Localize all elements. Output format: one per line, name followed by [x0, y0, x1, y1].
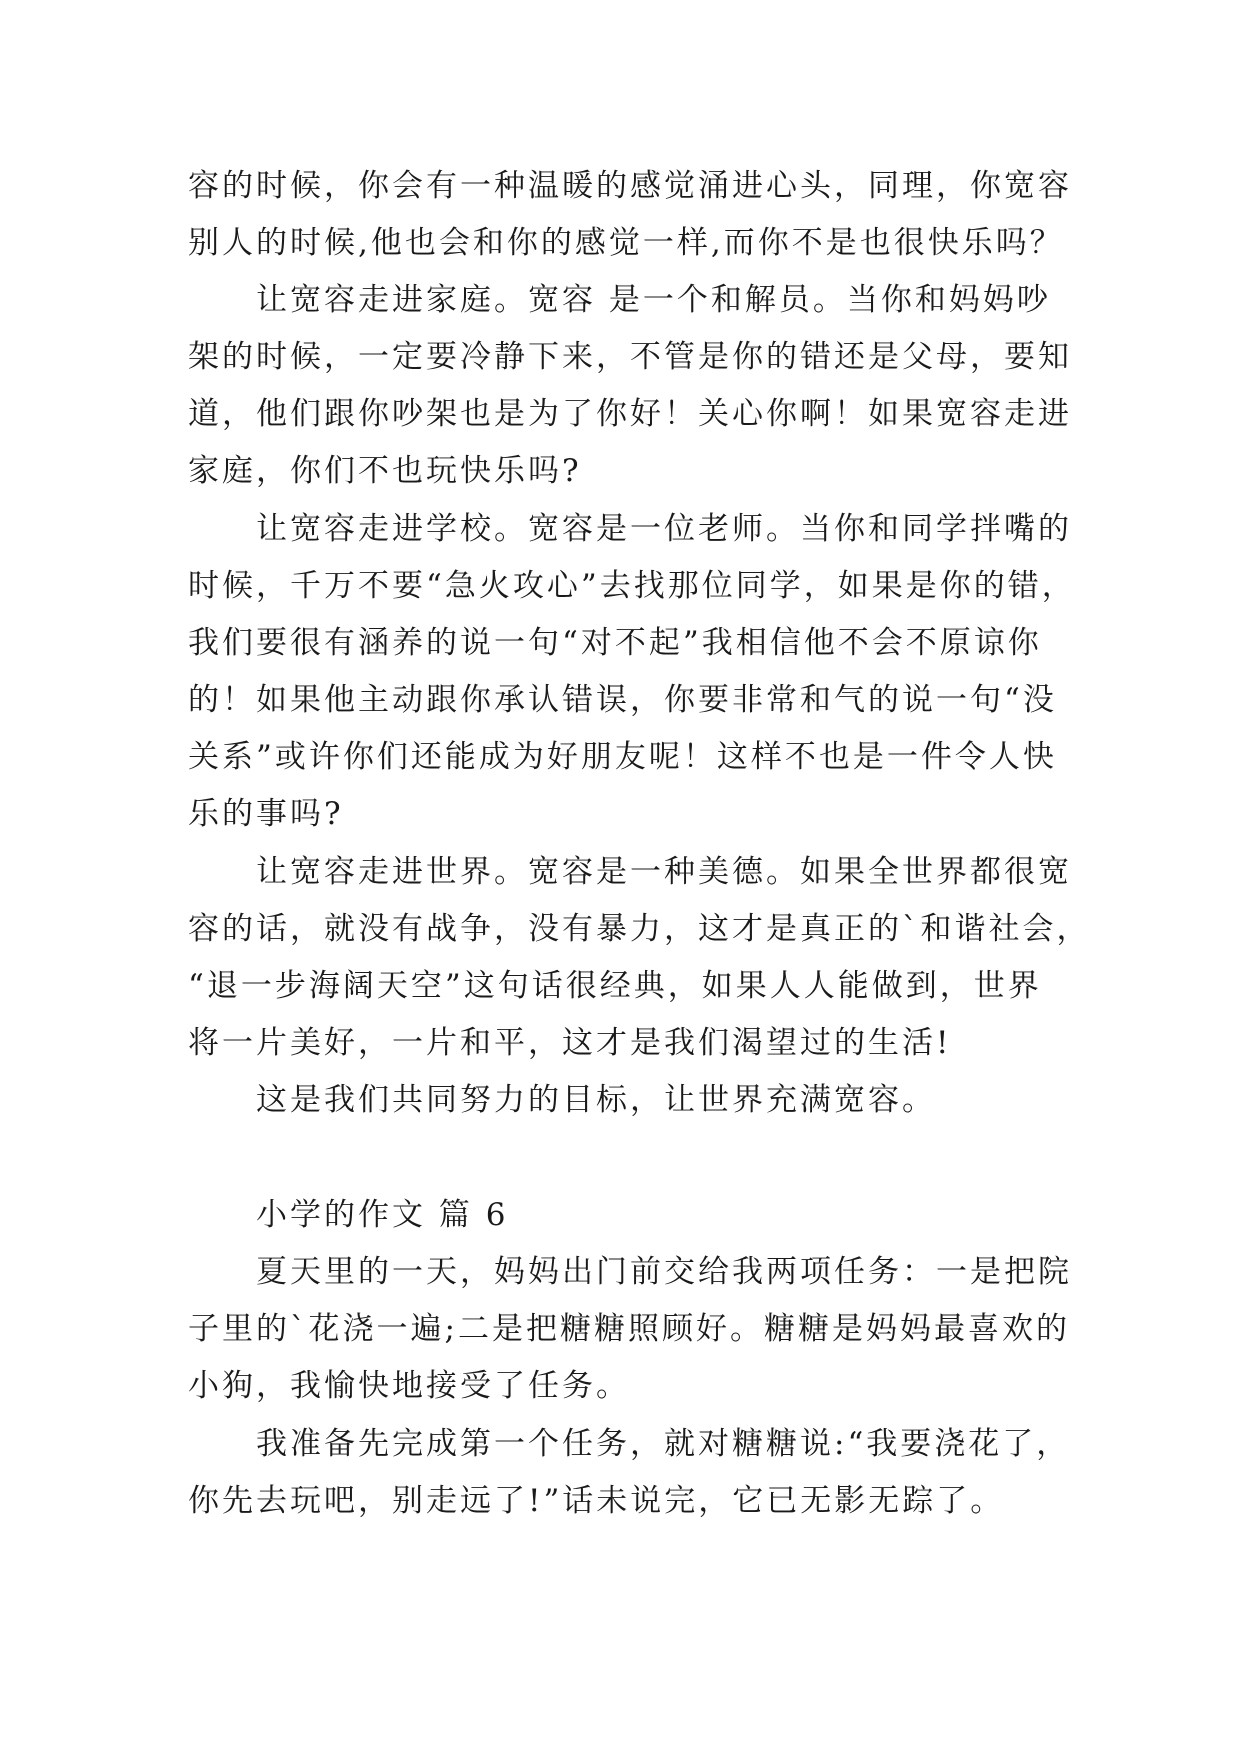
text-line: 这是我们共同努力的目标，让世界充满宽容。 — [256, 1082, 936, 1118]
text-line: 我们要很有涵养的说一句“对不起”我相信他不会不原谅你 — [188, 625, 1042, 661]
text-line: 时候，千万不要“急火攻心”去找那位同学，如果是你的错， — [188, 568, 1076, 604]
text-line: 小狗，我愉快地接受了任务。 — [188, 1368, 630, 1404]
text-line: 容的时候，你会有一种温暖的感觉涌进心头，同理，你宽容 — [188, 168, 1072, 204]
text-line: 道，他们跟你吵架也是为了你好！关心你啊！如果宽容走进 — [188, 396, 1072, 432]
text-line: 架的时候，一定要冷静下来，不管是你的错还是父母，要知 — [188, 339, 1072, 375]
text-line: 的！如果他主动跟你承认错误，你要非常和气的说一句“没 — [188, 682, 1057, 718]
text-line: 你先去玩吧，别走远了!”话未说完，它已无影无踪了。 — [188, 1483, 1005, 1519]
text-line: 家庭，你们不也玩快乐吗? — [188, 453, 582, 489]
text-line: 夏天里的一天，妈妈出门前交给我两项任务：一是把院 — [256, 1254, 1072, 1290]
text-line: 让宽容走进家庭。宽容 是一个和解员。当你和妈妈吵 — [256, 282, 1051, 318]
text-line: 别人的时候,他也会和你的感觉一样,而你不是也很快乐吗？ — [188, 225, 1064, 261]
text-line: “退一步海阔天空”这句话很经典，如果人人能做到，世界 — [188, 968, 1042, 1004]
text-line: 子里的`花浇一遍;二是把糖糖照顾好。糖糖是妈妈最喜欢的 — [188, 1311, 1070, 1347]
text-line: 让宽容走进世界。宽容是一种美德。如果全世界都很宽 — [256, 854, 1072, 890]
text-line: 容的话，就没有战争，没有暴力，这才是真正的`和谐社会， — [188, 911, 1091, 947]
text-line: 将一片美好，一片和平，这才是我们渴望过的生活! — [188, 1025, 952, 1061]
text-line: 我准备先完成第一个任务，就对糖糖说:“我要浇花了， — [256, 1426, 1071, 1462]
section-heading: 小学的作文 篇 6 — [256, 1197, 509, 1233]
text-line: 关系”或许你们还能成为好朋友呢！这样不也是一件令人快 — [188, 739, 1057, 775]
text-line: 乐的事吗? — [188, 796, 344, 832]
text-line: 让宽容走进学校。宽容是一位老师。当你和同学拌嘴的 — [256, 511, 1072, 547]
